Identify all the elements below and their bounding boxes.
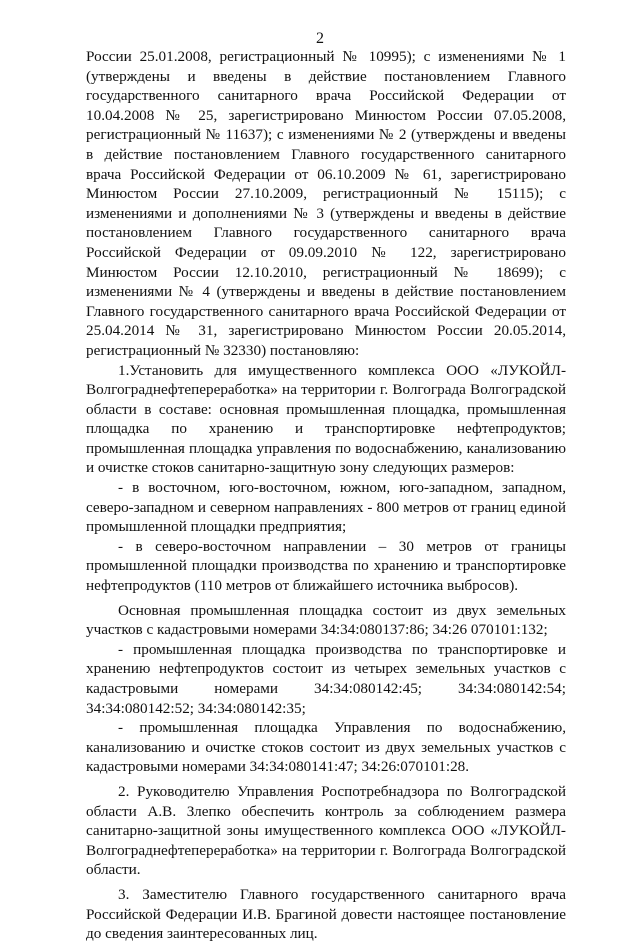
paragraph-item-1: 1.Установить для имущественного комплекса ООО «ЛУКОЙЛ-Волгограднефтепереработка» на территории г. Волгограда Волгоградской области в составе: основная промышленная площадка, промышленная площадка по хранению и транспортировке нефтепродуктов; промышленная площадка управления по водоснабжению, канализованию и очистке стоков санитарно-защитную зону следующих размеров: xyxy=(86,361,566,477)
paragraph-water-site-plots: - промышленная площадка Управления по водоснабжению, канализованию и очистке стоков состоит из двух земельных участков с кадастровыми номерами 34:34:080141:47; 34:26:070101:28. xyxy=(86,719,566,776)
paragraph-main-site-plots: Основная промышленная площадка состоит из двух земельных участков с кадастровыми номерами 34:34:080137:86; 34:26 070101:132; xyxy=(86,601,566,639)
paragraph-item-3: 3. Заместителю Главного государственного санитарного врача Российской Федерации И.В. Брагиной довести настоящее постановление до сведения заинтересованных лиц. xyxy=(86,885,566,943)
paragraph-item-2: 2. Руководителю Управления Роспотребнадзора по Волгоградской области А.В. Злепко обеспечить контроль за соблюдением размера санитарно-защитной зоны имущественного комплекса ООО «ЛУКОЙЛ-Волгограднефтепереработка» на территории г. Волгограда Волгоградской области. xyxy=(86,782,566,879)
page-number: 2 xyxy=(316,30,324,47)
paragraph-zone-800m: - в восточном, юго-восточном, южном, юго-западном, западном, северо-западном и северном направлениях - 800 метров от границ единой промышленной площадки предприятия; xyxy=(86,479,566,536)
paragraph-amendments-history: России 25.01.2008, регистрационный № 10995); с изменениями № 1 (утверждены и введены в действие постановлением Главного государственного санитарного врача Российской Федерации от 10.04.2008 № 25, зарегистрировано Минюстом России 07.05.2008, регистрационный № 11637); с изменениями № 2 (утверждены и введены в действие постановлением Главного государственного санитарного врача Российской Федерации от 06.10.2009 № 61, зарегистрировано Минюстом России 27.10.2009, регистрационный № 15115); с изменениями и дополнениями № 3 (утверждены и введены в действие постановлением Главного государственного санитарного врача Российской Федерации от 09.09.2010 № 122, зарегистрировано Минюстом России 12.10.2010, регистрационный № 18699); с изменениями № 4 (утверждены и введены в действие постановлением Главного государственного санитарного врача Российской Федерации от 25.04.2014 № 31, зарегистрировано Минюстом России 20.05.2014, регистрационный № 32330) постановляю: xyxy=(86,48,566,359)
paragraph-zone-30m: - в северо-восточном направлении – 30 метров от границы промышленной площадки производства по хранению и транспортировке нефтепродуктов (110 метров от ближайшего источника выбросов). xyxy=(86,537,566,595)
paragraph-storage-site-plots: - промышленная площадка производства по транспортировке и хранению нефтепродуктов состоит из четырех земельных участков с кадастровыми номерами 34:34:080142:45; 34:34:080142:54; 34:34:080142:52; 34:34:080142:35; xyxy=(86,640,566,717)
document-body xyxy=(86,47,566,944)
